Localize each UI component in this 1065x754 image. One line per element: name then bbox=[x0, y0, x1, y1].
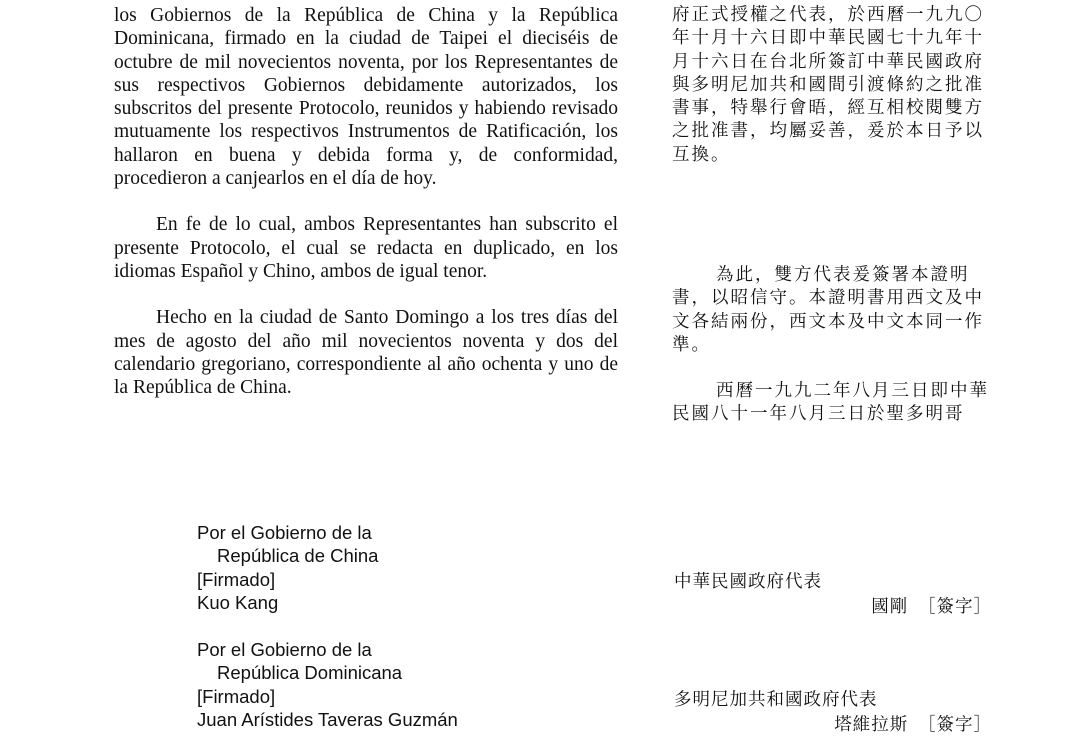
spanish-paragraph-in-witness: En fe de lo cual, ambos Representantes han subscrito el presente Protocolo, el cual se redacta en duplicado, en los idiomas Español y Chino, ambos de igual tenor. bbox=[114, 214, 618, 282]
signature-heading: Por el Gobierno de la bbox=[197, 522, 372, 543]
chinese-signature-china bbox=[674, 570, 1004, 620]
signatory-name: 塔維拉斯 ［簽字］ bbox=[834, 715, 992, 735]
chinese-paragraph-ratification: 府正式授權之代表，於西曆一九九〇年十月十六日即中華民國七十九年十月十六日在台北所簽訂中華民國政府與多明尼加共和國間引渡條約之批准書事，特舉行會晤，經互相校閱雙方之批准書，均屬妥善，爰於本日予以互換。 bbox=[672, 5, 984, 165]
signatory-name: Juan Arístides Taveras Guzmán bbox=[197, 708, 458, 730]
spanish-column bbox=[114, 4, 618, 399]
spanish-signature-china bbox=[197, 521, 378, 614]
signature-government: República de China bbox=[217, 545, 379, 567]
spanish-signature-dominican bbox=[197, 638, 458, 731]
signature-title: 中華民國政府代表 bbox=[674, 572, 822, 592]
signature-government: República Dominicana bbox=[217, 662, 403, 684]
signature-title: 多明尼加共和國政府代表 bbox=[674, 690, 878, 710]
signatory-name: Kuo Kang bbox=[197, 591, 279, 613]
chinese-paragraph-in-witness: 為此，雙方代表爰簽署本證明書，以昭信守。本證明書用西文及中文各結兩份，西文本及中文本同一作準。 bbox=[672, 265, 984, 355]
signature-signed-mark: [Firmado] bbox=[197, 568, 276, 590]
signature-signed-mark: [Firmado] bbox=[197, 685, 276, 707]
spanish-paragraph-ratification: los Gobiernos de la República de China y la República Dominicana, firmado en la ciudad de Taipei el dieciséis de octubre de mil novecientos noventa, por los Representantes de sus respectivos Gobiernos debidamente autorizados, los subscritos del presente Protocolo, reunidos y habiendo revisado mutuamente los respectivos Instrumentos de Ratificación, los hallaron en buena y debida forma y, de conformidad, procedieron a canjearlos en el día de hoy. bbox=[114, 5, 618, 190]
spanish-paragraph-done-at: Hecho en la ciudad de Santo Domingo a los tres días del mes de agosto del año mil novecientos noventa y dos del calendario gregoriano, correspondiente al año ochenta y uno de la República de China. bbox=[114, 307, 618, 399]
chinese-signature-dominican bbox=[674, 688, 1004, 738]
signature-heading: Por el Gobierno de la bbox=[197, 639, 372, 660]
chinese-column bbox=[672, 4, 1002, 425]
signatory-name: 國剛 ［簽字］ bbox=[871, 597, 992, 617]
chinese-paragraph-done-at: 西曆一九九二年八月三日即中華民國八十一年八月三日於聖多明哥 bbox=[672, 381, 989, 425]
